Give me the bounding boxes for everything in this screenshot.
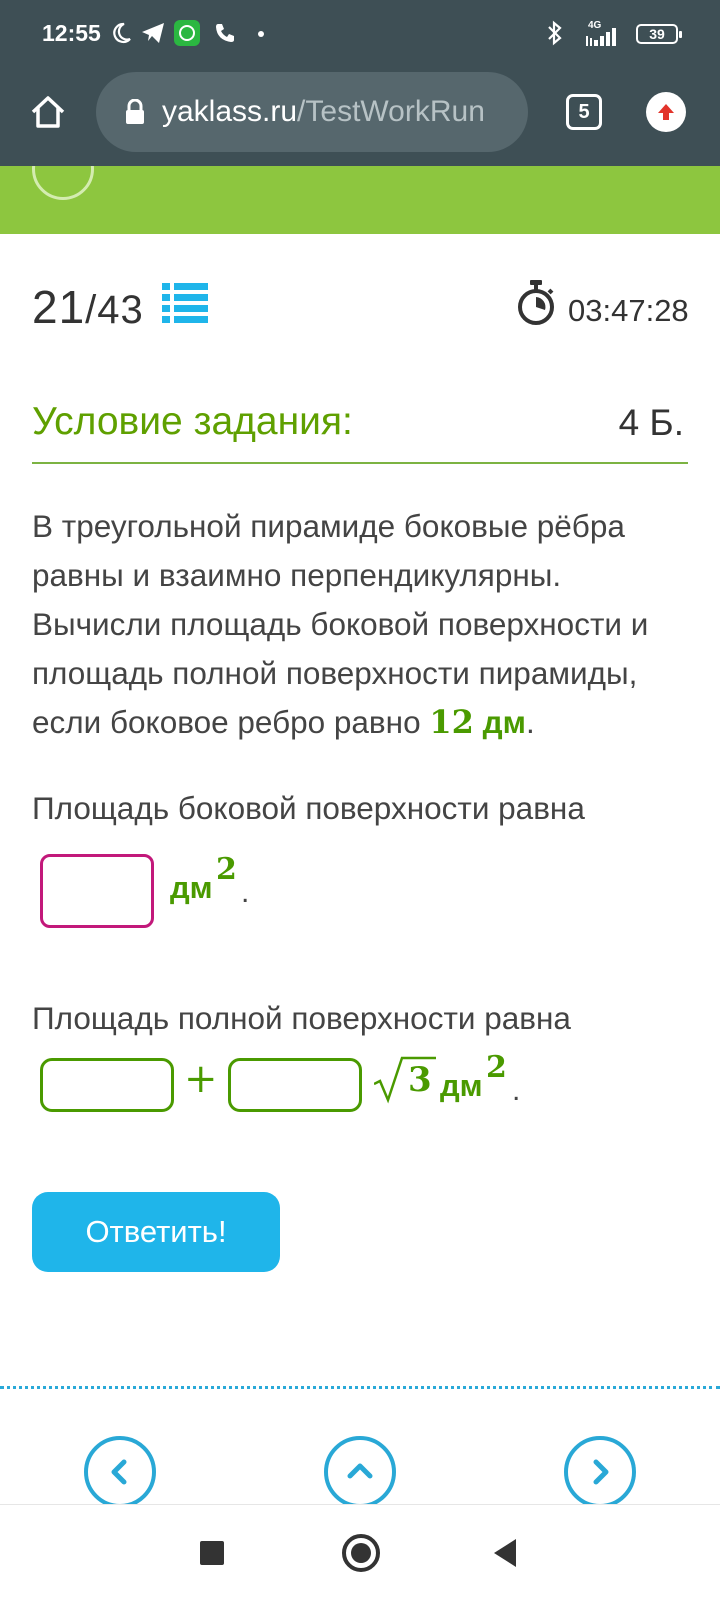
home-icon[interactable] bbox=[26, 90, 70, 134]
bluetooth-icon bbox=[540, 18, 570, 48]
timer: 03:47:28 bbox=[568, 293, 689, 328]
edge-value: 12 bbox=[429, 703, 474, 741]
status-time: 12:55 bbox=[42, 20, 101, 46]
battery-icon: 39 bbox=[636, 24, 678, 44]
question-counter bbox=[32, 280, 144, 334]
chevron-right-icon bbox=[584, 1456, 616, 1488]
current-question: 21 bbox=[32, 281, 86, 333]
chevron-left-icon bbox=[104, 1456, 136, 1488]
lateral-area-period: . bbox=[241, 876, 250, 909]
stopwatch-icon bbox=[516, 280, 556, 326]
notification-dot bbox=[258, 31, 264, 37]
url-host: yaklass.ru bbox=[162, 95, 298, 128]
lock-icon bbox=[124, 99, 146, 125]
url-path: /TestWorkRun bbox=[297, 95, 485, 128]
task-title: Условие задания: bbox=[32, 400, 353, 443]
lateral-area-input[interactable] bbox=[40, 854, 154, 928]
moon-icon bbox=[106, 18, 136, 48]
submit-answer-button[interactable]: Ответить! bbox=[32, 1192, 280, 1272]
previous-question-button[interactable] bbox=[84, 1436, 156, 1508]
lateral-area-exponent: 2 bbox=[216, 852, 237, 887]
divider bbox=[32, 462, 688, 464]
root-radicand: 3 bbox=[408, 1060, 432, 1100]
signal-icon bbox=[584, 26, 620, 46]
total-area-unit: дм bbox=[440, 1068, 483, 1103]
tab-switcher-button[interactable]: 5 bbox=[566, 94, 602, 130]
chevron-up-icon bbox=[344, 1456, 376, 1488]
problem-text-body: В треугольной пирамиде боковые рёбра равны и взаимно перпендикулярны. Вычисли площадь боковой поверхности и площадь полной поверхности пирамиды, если боковое ребро равно bbox=[32, 508, 649, 740]
banner-back-icon[interactable] bbox=[32, 166, 94, 200]
task-points: 4 Б. bbox=[618, 402, 684, 443]
whatsapp-icon bbox=[172, 18, 202, 48]
total-area-root-coefficient-input[interactable] bbox=[228, 1058, 362, 1112]
problem-text-end: . bbox=[525, 704, 535, 740]
phone-icon bbox=[210, 18, 240, 48]
edge-unit: дм bbox=[482, 704, 526, 740]
problem-text bbox=[32, 502, 692, 747]
total-area-exponent: 2 bbox=[486, 1050, 507, 1085]
network-type: 4G bbox=[588, 20, 602, 31]
total-questions: /43 bbox=[85, 288, 144, 332]
dotted-separator bbox=[0, 1386, 720, 1389]
question-list-icon[interactable] bbox=[162, 281, 210, 323]
total-area-label: Площадь полной поверхности равна bbox=[32, 1000, 571, 1036]
upload-icon[interactable] bbox=[646, 92, 686, 132]
lateral-area-label: Площадь боковой поверхности равна bbox=[32, 790, 585, 826]
recent-apps-icon[interactable] bbox=[200, 1541, 224, 1565]
system-navigation-bar bbox=[0, 1504, 720, 1600]
lateral-area-unit: дм bbox=[170, 870, 213, 905]
browser-toolbar bbox=[0, 68, 720, 166]
status-bar bbox=[0, 0, 720, 68]
system-home-icon[interactable] bbox=[342, 1534, 380, 1572]
scroll-top-button[interactable] bbox=[324, 1436, 396, 1508]
telegram-icon bbox=[138, 18, 168, 48]
total-area-rational-input[interactable] bbox=[40, 1058, 174, 1112]
system-back-icon[interactable] bbox=[494, 1539, 516, 1567]
total-area-period: . bbox=[512, 1074, 521, 1107]
page-banner bbox=[0, 166, 720, 234]
plus-sign: + bbox=[184, 1056, 218, 1102]
url-bar[interactable] bbox=[96, 72, 528, 152]
next-question-button[interactable] bbox=[564, 1436, 636, 1508]
